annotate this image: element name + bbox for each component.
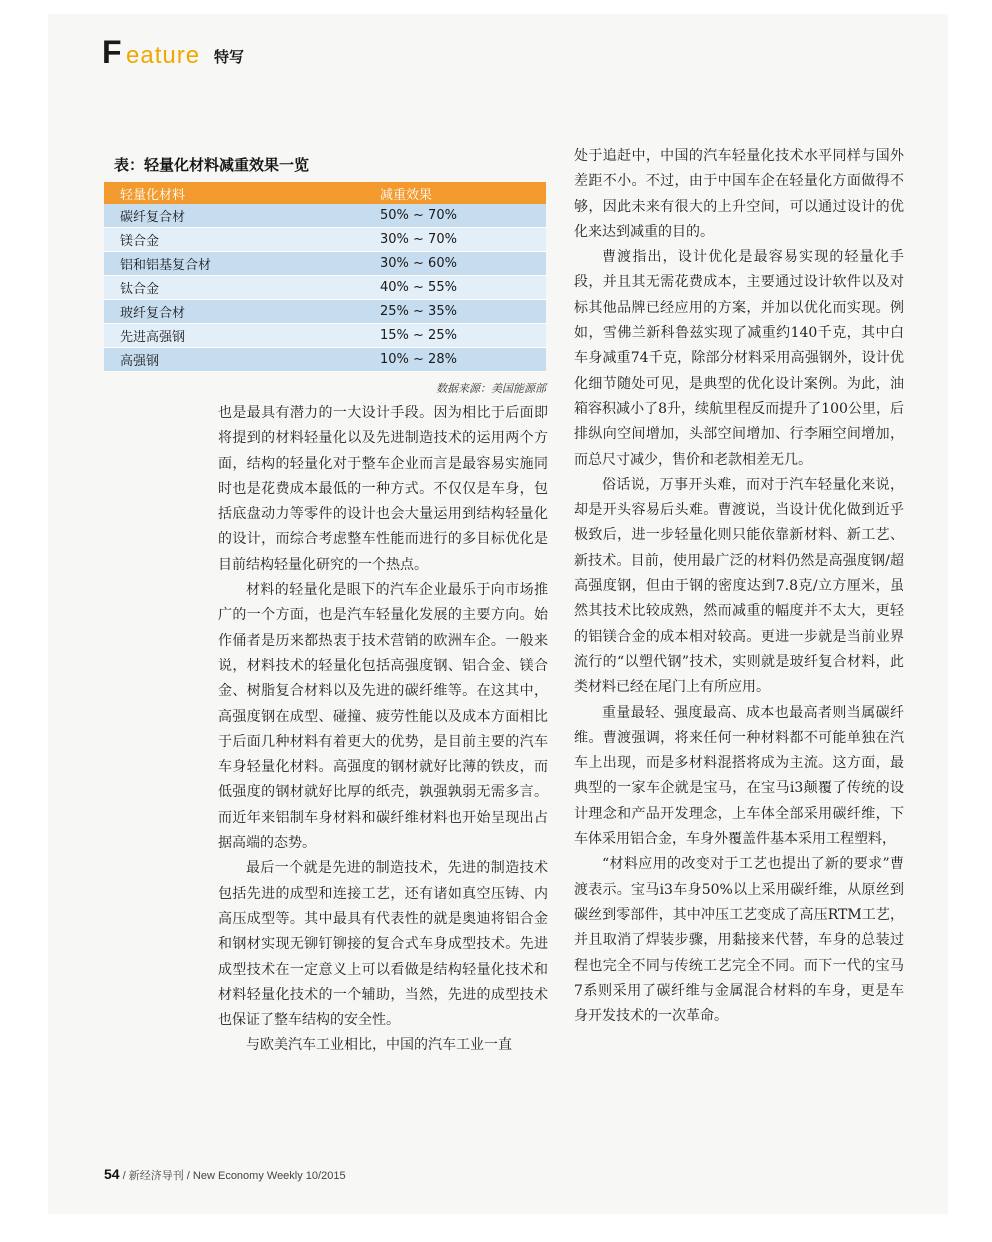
table-row	[104, 300, 546, 324]
table-cell-material: 碳纤复合材	[104, 204, 364, 228]
page-number: 54	[104, 1166, 120, 1182]
paragraph: 曹渡指出，设计优化是最容易实现的轻量化手段，并且其无需花费成本，主要通过设计软件以及对标其他品牌已经应用的方案，并加以优化而实现。例如，雪佛兰新科鲁兹实现了减重约140千克，其中白车身减重74千克，除部分材料采用高强钢外，设计优化细节随处可见，是典型的优化设计案例。为此，油箱容积减小了8升，续航里程反而提升了100公里，后排纵向空间增加，头部空间增加、行李厢空间增加，而总尺寸减少，售价和老款相差无几。	[574, 249, 904, 468]
table-header-effect: 减重效果	[364, 182, 546, 204]
table-cell-effect: 15% ~ 25%	[364, 324, 546, 348]
paragraph: 俗话说，万事开头难，而对于汽车轻量化来说，却是开头容易后头难。曹渡说，当设计优化做到近乎极致后，进一步轻量化则只能依靠新材料、新工艺、新技术。目前，使用最广泛的材料仍然是高强度钢/超高强度钢，但由于钢的密度达到7.8克/立方厘米，虽然其技术比较成熟，然而减重的幅度并不太大，更轻的铝镁合金的成本相对较高。更进一步就是当前业界流行的“以塑代钢”技术，实则就是玻纤复合材料，此类材料已经在尾门上有所应用。	[574, 476, 904, 696]
table-row	[104, 228, 546, 252]
publication-info: / 新经济导刊 / New Economy Weekly 10/2015	[119, 1170, 346, 1182]
paragraph: 也是最具有潜力的一大设计手段。因为相比于后面即将提到的材料轻量化以及先进制造技术的运用两个方面，结构的轻量化对于整车企业而言是最容易实施同时也是花费成本最低的一种方式。不仅仅是车身，包括底盘动力等零件的设计也会大量运用到结构轻量化的设计，而综合考虑整车性能而进行的多目标优化是目前结构轻量化研究的一个热点。	[218, 405, 548, 573]
table-header-row	[104, 182, 546, 204]
magazine-page	[48, 14, 948, 1214]
table-cell-effect: 40% ~ 55%	[364, 276, 546, 300]
table-header-material: 轻量化材料	[104, 182, 364, 204]
paragraph: 材料的轻量化是眼下的汽车企业最乐于向市场推广的一个方面，也是汽车轻量化发展的主要方向。始作俑者是历来都热衷于技术营销的欧洲车企。一般来说，材料技术的轻量化包括高强度钢、铝合金、镁合金、树脂复合材料以及先进的碳纤维等。在这其中，高强度钢在成型、碰撞、疲劳性能以及成本方面相比于后面几种材料有着更大的优势，是目前主要的汽车车身轻量化材料。高强度的钢材就好比薄的铁皮，而低强度的钢材就好比厚的纸壳，孰强孰弱无需多言。而近年来铝制车身材料和碳纤维材料也开始呈现出占据高端的态势。	[218, 582, 548, 852]
table-row	[104, 324, 546, 348]
table-row	[104, 252, 546, 276]
feature-logo-text: eature	[126, 42, 201, 69]
table-row	[104, 348, 546, 372]
table-title: 表：轻量化材料减重效果一览	[114, 156, 310, 174]
table-cell-material: 铝和铝基复合材	[104, 252, 364, 276]
table-cell-material: 玻纤复合材	[104, 300, 364, 324]
table-cell-material: 高强钢	[104, 348, 364, 372]
right-text-column	[574, 144, 904, 1029]
paragraph: “材料应用的改变对于工艺也提出了新的要求”曹渡表示。宝马i3车身50%以上采用碳纤维，从原丝到碳丝到零部件，其中冲压工艺变成了高压RTM工艺，并且取消了焊装步骤，用黏接来代替，车身的总装过程也完全不同与传统工艺完全不同。而下一代的宝马7系则采用了碳纤维与金属混合材料的车身，更是车身开发技术的一次革命。	[574, 856, 904, 1025]
table-cell-effect: 30% ~ 70%	[364, 228, 546, 252]
paragraph: 与欧美汽车工业相比，中国的汽车工业一直	[246, 1037, 512, 1054]
page-footer	[104, 1166, 346, 1183]
weight-reduction-table	[104, 182, 546, 372]
paragraph: 重量最轻、强度最高、成本也最高者则当属碳纤维。曹渡强调，将来任何一种材料都不可能单独在汽车上出现，而是多材料混搭将成为主流。这方面，最典型的一家车企就是宝马，在宝马i3颠覆了传统的设计理念和产品开发理念，上车体全部采用碳纤维，下车体采用铝合金，车身外覆盖件基本采用工程塑料，	[574, 704, 904, 848]
table-cell-effect: 25% ~ 35%	[364, 300, 546, 324]
table-cell-material: 钛合金	[104, 276, 364, 300]
table-cell-material: 先进高强钢	[104, 324, 364, 348]
paragraph: 最后一个就是先进的制造技术，先进的制造技术包括先进的成型和连接工艺，还有诸如真空压铸、内高压成型等。其中最具有代表性的就是奥迪将铝合金和钢材实现无铆钉铆接的复合式车身成型技术。先进成型技术在一定意义上可以看做是结构轻量化技术和材料轻量化技术的一个辅助，当然，先进的成型技术也保证了整车结构的安全性。	[218, 860, 548, 1029]
left-text-column	[218, 401, 548, 1059]
table-cell-effect: 50% ~ 70%	[364, 204, 546, 228]
table-row	[104, 276, 546, 300]
table-cell-effect: 10% ~ 28%	[364, 348, 546, 372]
feature-logo-initial: F	[102, 34, 122, 70]
paragraph: 处于追赶中，中国的汽车轻量化技术水平同样与国外差距不小。不过，由于中国车企在轻量化方面做得不够，因此未来有很大的上升空间，可以通过设计的优化来达到减重的目的。	[574, 148, 904, 240]
table-source: 数据来源：美国能源部	[436, 382, 546, 395]
table-cell-effect: 30% ~ 60%	[364, 252, 546, 276]
table-cell-material: 镁合金	[104, 228, 364, 252]
table-row	[104, 204, 546, 228]
section-label: 特写	[214, 48, 245, 66]
